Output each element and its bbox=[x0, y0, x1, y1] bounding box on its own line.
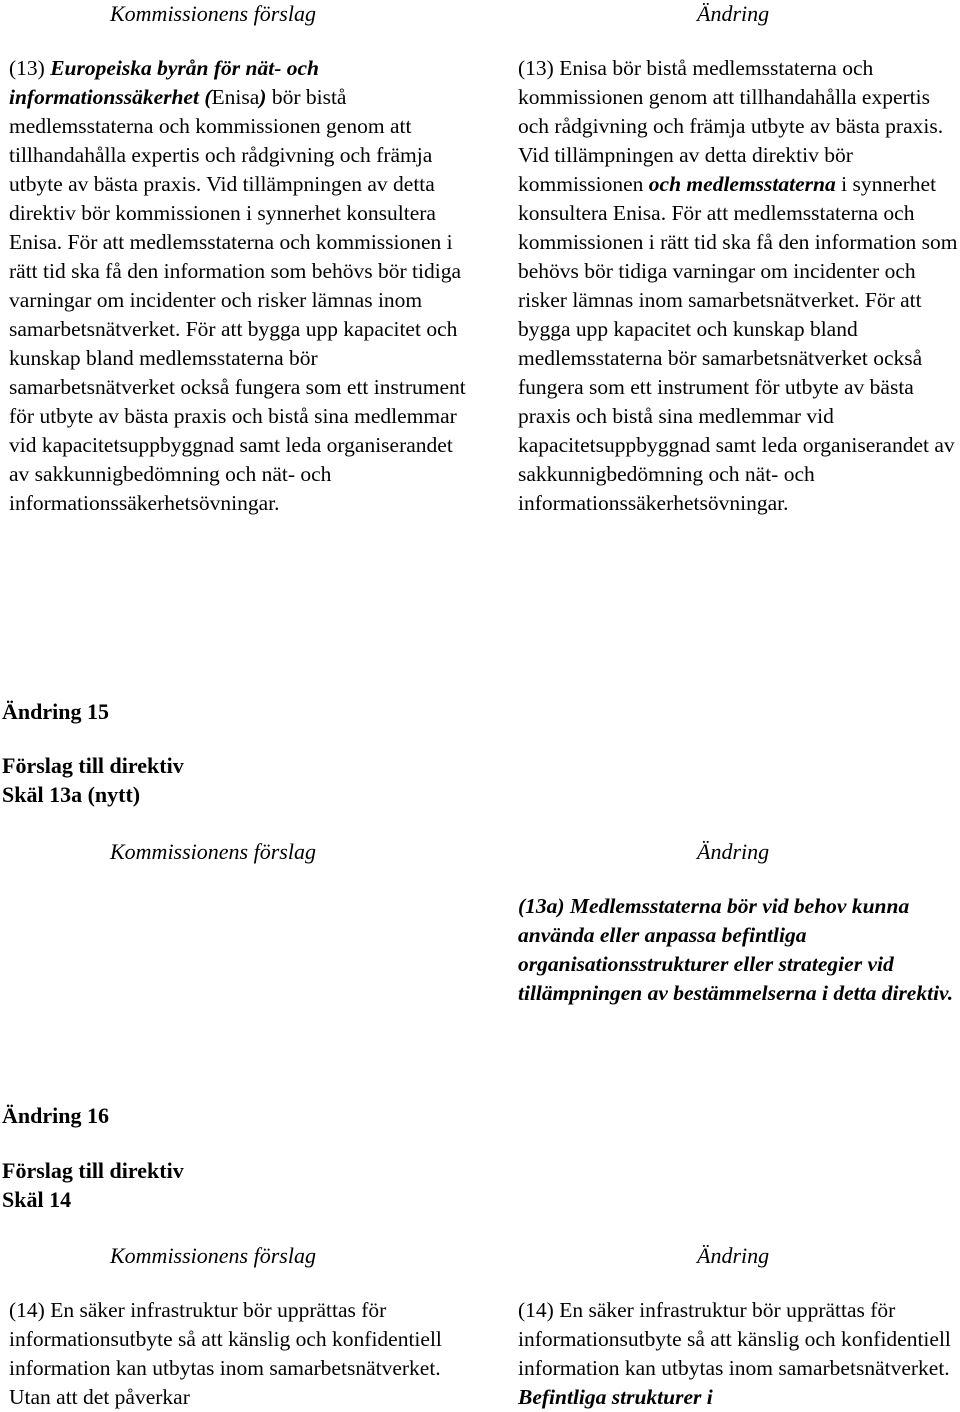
recital-14-commission-text: (14) En säker infrastruktur bör upprättas för informationsutbyte så att känslig och konfidentiell information kan utbytas inom samarbetsnätverket. Utan att det påverkar bbox=[9, 1298, 442, 1409]
recital-13-emphasis-close: ) bbox=[259, 85, 267, 109]
recital-14-amended-emphasis: Befintliga strukturer i bbox=[518, 1385, 713, 1409]
recital-13-amended-text bbox=[518, 54, 960, 518]
amendment-15-column-heading-commission: Kommissionens förslag bbox=[110, 839, 316, 864]
amendment-15-proposal-label: Förslag till direktiv bbox=[2, 753, 184, 778]
recital-13-commission-text bbox=[9, 54, 469, 518]
column-heading-commission-proposal: Kommissionens förslag bbox=[110, 1, 316, 26]
amendment-15-title: Ändring 15 bbox=[2, 699, 109, 724]
amendment-15-column-heading-amendment: Ändring bbox=[697, 839, 770, 864]
recital-13-emphasis: Europeiska byrån för nät- och informationssäkerhet ( bbox=[9, 56, 319, 109]
recital-13a-amended-text: (13a) Medlemsstaterna bör vid behov kunna använda eller anpassa befintliga organisationsstrukturer eller strategier vid tillämpningen av bestämmelserna i detta direktiv. bbox=[518, 894, 954, 1005]
amendment-16-column-heading-amendment: Ändring bbox=[697, 1243, 770, 1268]
recital-13-enisa: Enisa bbox=[211, 85, 260, 109]
recital-14-amended-before: (14) En säker infrastruktur bör upprättas för informationsutbyte så att känslig och konfidentiell information kan utbytas inom samarbetsnätverket. bbox=[518, 1298, 951, 1380]
amendment-16-proposal-label: Förslag till direktiv bbox=[2, 1158, 184, 1183]
recital-14-amended-text bbox=[518, 1296, 960, 1412]
recital-13-body: bör bistå medlemsstaterna och kommissionen genom att tillhandahålla expertis och rådgivning och främja utbyte av bästa praxis. Vid tillämpningen av detta direktiv bör kommissionen i synnerhet konsultera Enisa. För att medlemsstaterna och kommissionen i rätt tid ska få den information som behövs bör tidiga varningar om incidenter och risker lämnas inom samarbetsnätverket. För att bygga upp kapacitet och kunskap bland medlemsstaterna bör samarbetsnätverket också fungera som ett instrument för utbyte av bästa praxis och bistå sina medlemmar vid kapacitetsuppbyggnad samt leda organiserandet av sakkunnigbedömning och nät- och informationssäkerhetsövningar. bbox=[9, 85, 466, 515]
amendment-16-title: Ändring 16 bbox=[2, 1103, 109, 1128]
recital-13-amended-after: i synnerhet konsultera Enisa. För att medlemsstaterna och kommissionen i rätt tid ska få den information som behövs bör tidiga varningar om incidenter och risker lämnas inom samarbetsnätverket. För att bygga upp kapacitet och kunskap bland medlemsstaterna bör samarbetsnätverket också fungera som ett instrument för utbyte av bästa praxis och bistå sina medlemmar vid kapacitetsuppbyggnad samt leda organiserandet av sakkunnigbedömning och nät- och informationssäkerhetsövningar. bbox=[518, 172, 958, 515]
recital-13-amended-before: (13) Enisa bör bistå medlemsstaterna och kommissionen genom att tillhandahålla expertis och rådgivning och främja utbyte av bästa praxis. Vid tillämpningen av detta direktiv bör kommissionen bbox=[518, 56, 944, 196]
amendment-16-column-heading-commission: Kommissionens förslag bbox=[110, 1243, 316, 1268]
amendment-15-recital-label: Skäl 13a (nytt) bbox=[2, 782, 141, 807]
column-heading-amendment: Ändring bbox=[697, 1, 770, 26]
recital-13-number: (13) bbox=[9, 56, 51, 80]
amendment-16-recital-label: Skäl 14 bbox=[2, 1187, 72, 1212]
recital-13-amended-emphasis: och medlemsstaterna bbox=[648, 172, 836, 196]
